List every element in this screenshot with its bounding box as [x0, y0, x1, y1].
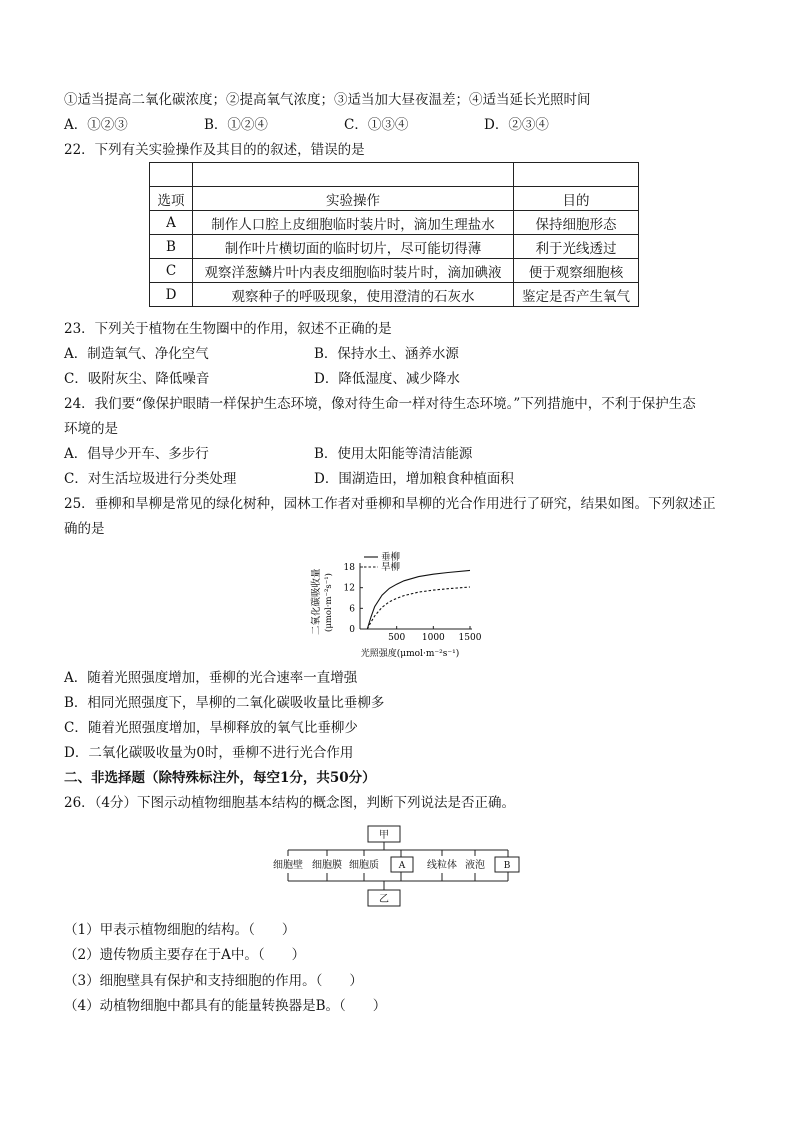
q24-option-c: C．对生活垃圾进行分类处理 [64, 471, 237, 487]
row-d-purpose: 鉴定是否产生氧气 [514, 283, 639, 307]
table-row [150, 211, 639, 235]
q25-option-d: D．二氧化碳吸收量为0时，垂柳不进行光合作用 [64, 745, 354, 761]
chart-ylabel-line1: 二氧化碳吸收量 [311, 568, 322, 635]
y-tick-label: 6 [349, 604, 355, 615]
row-b-option: B [150, 235, 193, 259]
q24-stem-line1: 24．我们要“像保护眼睛一样保护生态环境，像对待生命一样对待生态环境。”下列措施中，不利于保护生态 [64, 396, 696, 412]
q23-option-a: A．制造氧气、净化空气 [64, 346, 209, 362]
q21-stem: ①适当提高二氧化碳浓度；②提高氧气浓度；③适当加大昼夜温差；④适当延长光照时间 [64, 92, 591, 108]
q25-stem-line1: 25．垂柳和旱柳是常见的绿化树种，园林工作者对垂柳和旱柳的光合作用进行了研究，结果如图。下列叙述正 [64, 496, 716, 512]
q24-option-d: D．围湖造田，增加粮食种植面积 [314, 471, 514, 487]
q24-option-b: B．使用太阳能等清洁能源 [314, 446, 473, 462]
x-tick-label: 500 [388, 633, 406, 643]
q23-option-d: D．降低湿度、减少降水 [314, 371, 460, 387]
header-operation: 实验操作 [193, 187, 514, 211]
q26-statement-4: （4）动植物细胞中都具有的能量转换器是B。（ ） [64, 998, 387, 1014]
table-row [150, 259, 639, 283]
table-blank-row [150, 163, 639, 187]
diagram-item-cell-wall: 细胞壁 [273, 860, 303, 871]
header-purpose: 目的 [514, 187, 639, 211]
row-d-operation: 观察种子的呼吸现象，使用澄清的石灰水 [193, 283, 514, 307]
row-c-option: C [150, 259, 193, 283]
row-a-option: A [150, 211, 193, 235]
table-row [150, 283, 639, 307]
q23-stem: 23．下列关于植物在生物圈中的作用，叙述不正确的是 [64, 321, 392, 337]
q21-option-d: D．②③④ [484, 117, 549, 133]
x-tick-label: 1500 [458, 633, 482, 643]
table-row [150, 235, 639, 259]
q21-option-a: A．①②③ [64, 117, 128, 133]
diagram-item-b: B [503, 861, 511, 871]
row-b-purpose: 利于光线透过 [514, 235, 639, 259]
section-title: 二、非选择题（除特殊标注外，每空1分，共50分） [64, 770, 376, 786]
header-option: 选项 [150, 187, 193, 211]
row-c-operation: 观察洋葱鳞片叶内表皮细胞临时装片时，滴加碘液 [193, 259, 514, 283]
x-tick-label: 1000 [421, 633, 445, 643]
series-line-1 [367, 587, 470, 629]
q21-option-c: C．①③④ [344, 117, 409, 133]
row-c-purpose: 便于观察细胞核 [514, 259, 639, 283]
q21-option-b: B．①②④ [204, 117, 268, 133]
row-b-operation: 制作叶片横切面的临时切片，尽可能切得薄 [193, 235, 514, 259]
q23-option-c: C．吸附灰尘、降低噪音 [64, 371, 210, 387]
chart-xlabel: 光照强度(μmol·m⁻²s⁻¹) [360, 649, 460, 659]
diagram-item-cytoplasm: 细胞质 [349, 860, 379, 871]
y-tick-label: 0 [349, 625, 355, 635]
diagram-top: 甲 [379, 830, 389, 841]
table-header-row [150, 187, 639, 211]
y-tick-label: 18 [343, 563, 355, 573]
series-line-0 [367, 570, 470, 629]
row-a-purpose: 保持细胞形态 [514, 211, 639, 235]
q26-statement-1: （1）甲表示植物细胞的结构。（ ） [64, 922, 296, 938]
q25-option-a: A．随着光照强度增加，垂柳的光合速率一直增强 [64, 670, 358, 686]
q26-statement-2: （2）遗传物质主要存在于A中。（ ） [64, 947, 306, 963]
q24-stem-line2: 环境的是 [64, 421, 118, 437]
row-a-operation: 制作人口腔上皮细胞临时装片时，滴加生理盐水 [193, 211, 514, 235]
q25-option-c: C．随着光照强度增加，旱柳释放的氧气比垂柳少 [64, 720, 358, 736]
diagram-item-a: A [398, 861, 406, 871]
row-d-option: D [150, 283, 193, 307]
photosynthesis-chart [298, 548, 494, 660]
experiment-table [149, 162, 639, 307]
q23-option-b: B．保持水土、涵养水源 [314, 346, 459, 362]
q25-stem-line2: 确的是 [64, 521, 105, 537]
diagram-item-cell-membrane: 细胞膜 [312, 860, 342, 871]
chart-ylabel-line2: (μmol·m⁻²s⁻¹) [324, 573, 334, 632]
legend-label-1: 旱柳 [381, 562, 401, 573]
diagram-item-mitochondria: 线粒体 [427, 860, 457, 871]
q26-statement-3: （3）细胞壁具有保护和支持细胞的作用。（ ） [64, 973, 363, 989]
q24-option-a: A．倡导少开车、多步行 [64, 446, 209, 462]
q25-option-b: B．相同光照强度下，旱柳的二氧化碳吸收量比垂柳多 [64, 695, 385, 711]
cell-concept-diagram [268, 823, 526, 911]
q22-stem: 22．下列有关实验操作及其目的的叙述，错误的是 [64, 142, 365, 158]
diagram-item-vacuole: 液泡 [465, 860, 485, 871]
y-tick-label: 12 [343, 583, 355, 594]
diagram-bottom: 乙 [379, 894, 389, 905]
q26-stem: 26．（4分）下图示动植物细胞基本结构的概念图，判断下列说法是否正确。 [64, 795, 516, 811]
legend-label-0: 垂柳 [381, 552, 401, 563]
